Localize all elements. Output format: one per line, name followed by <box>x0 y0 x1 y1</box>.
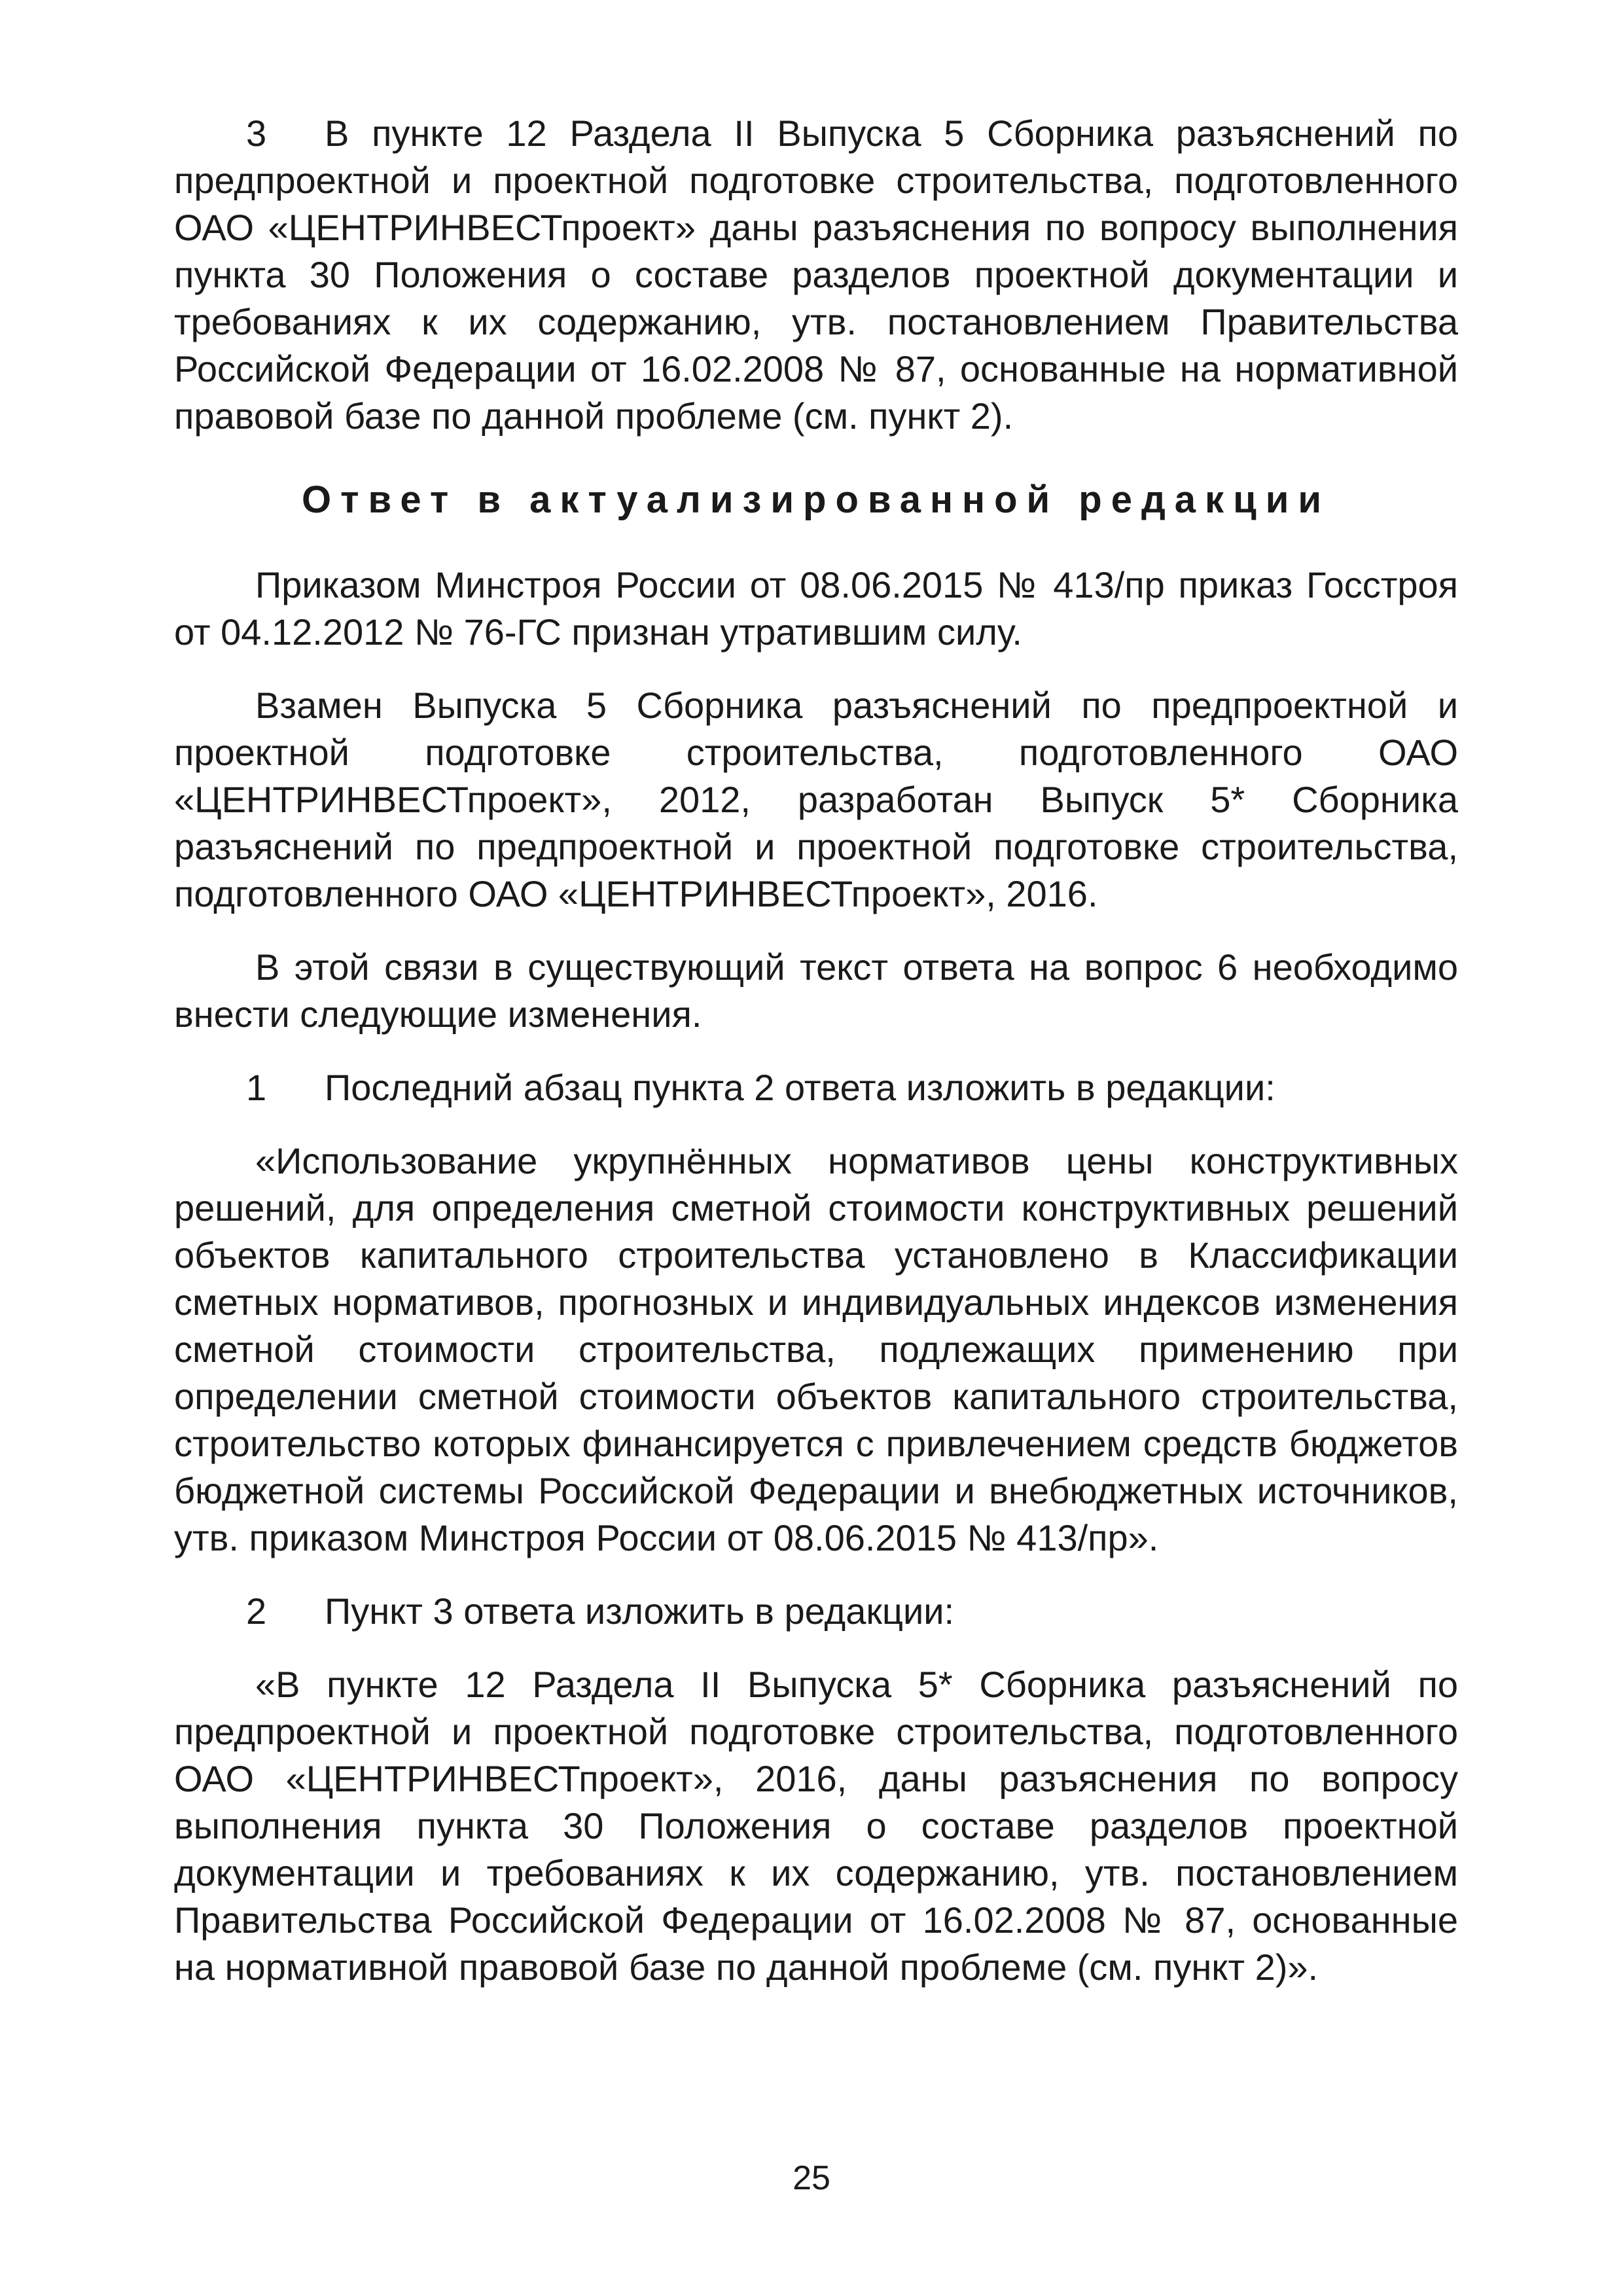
paragraph-order-cancelled: Приказом Минстроя России от 08.06.2015 № 413/пр приказ Госстроя от 04.12.2012 № 76-ГС признан утратившим силу. <box>174 564 1458 653</box>
paragraph-point-3 <box>174 110 1458 440</box>
section-heading: Ответ в актуализированной редакции <box>301 478 1331 521</box>
paragraph-changes-intro: В этой связи в существующий текст ответа на вопрос 6 необходимо внести следующие изменения. <box>174 946 1458 1035</box>
page-number: 25 <box>793 2159 830 2197</box>
list-item-change-1 <box>174 1064 1458 1111</box>
paragraph-replacement-issue: Взамен Выпуска 5 Сборника разъяснений по предпроектной и проектной подготовке строительства, подготовленного ОАО «ЦЕНТРИНВЕСТпроект», 2012, разработан Выпуск 5* Сборника разъяснений по предпроектной и проектной подготовке строительства, подготовленного ОАО «ЦЕНТРИНВЕСТпроект», 2016. <box>174 685 1458 914</box>
list-item-number: 1 <box>246 1067 267 1108</box>
list-item-change-2 <box>174 1588 1458 1635</box>
document-body <box>174 110 1458 1991</box>
list-item-text: Пункт 3 ответа изложить в редакции: <box>325 1590 955 1632</box>
list-item-text: Последний абзац пункта 2 ответа изложить в редакции: <box>325 1067 1275 1108</box>
quoted-paragraph-2: «В пункте 12 Раздела II Выпуска 5* Сборника разъяснений по предпроектной и проектной подготовке строительства, подготовленного ОАО «ЦЕНТРИНВЕСТпроект», 2016, даны разъяснения по вопросу выполнения пункта 30 Положения о составе разделов проектной документации и требованиях к их содержанию, утв. постановлением Правительства Российской Федерации от 16.02.2008 № 87, основанные на нормативной правовой базе по данной проблеме (см. пункт 2)». <box>174 1664 1458 1988</box>
paragraph-text: В пункте 12 Раздела II Выпуска 5 Сборника разъяснений по предпроектной и проектной подготовке строительства, подготовленного ОАО «ЦЕНТРИНВЕСТпроект» даны разъяснения по вопросу выполнения пункта 30 Положения о составе разделов проектной документации и требованиях к их содержанию, утв. постановлением Правительства Российской Федерации от 16.02.2008 № 87, основанные на нормативной правовой базе по данной проблеме (см. пункт 2). <box>174 113 1458 437</box>
paragraph-number: 3 <box>246 113 267 154</box>
list-item-number: 2 <box>246 1590 267 1632</box>
quoted-paragraph-1: «Использование укрупнённых нормативов цены конструктивных решений, для определения сметной стоимости конструктивных решений объектов капитального строительства установлено в Классификации сметных нормативов, прогнозных и индивидуальных индексов изменения сметной стоимости строительства, подлежащих применению при определении сметной стоимости объектов капитального строительства, строительство которых финансируется с привлечением средств бюджетов бюджетной системы Российской Федерации и внебюджетных источников, утв. приказом Минстроя России от 08.06.2015 № 413/пр». <box>174 1140 1458 1558</box>
